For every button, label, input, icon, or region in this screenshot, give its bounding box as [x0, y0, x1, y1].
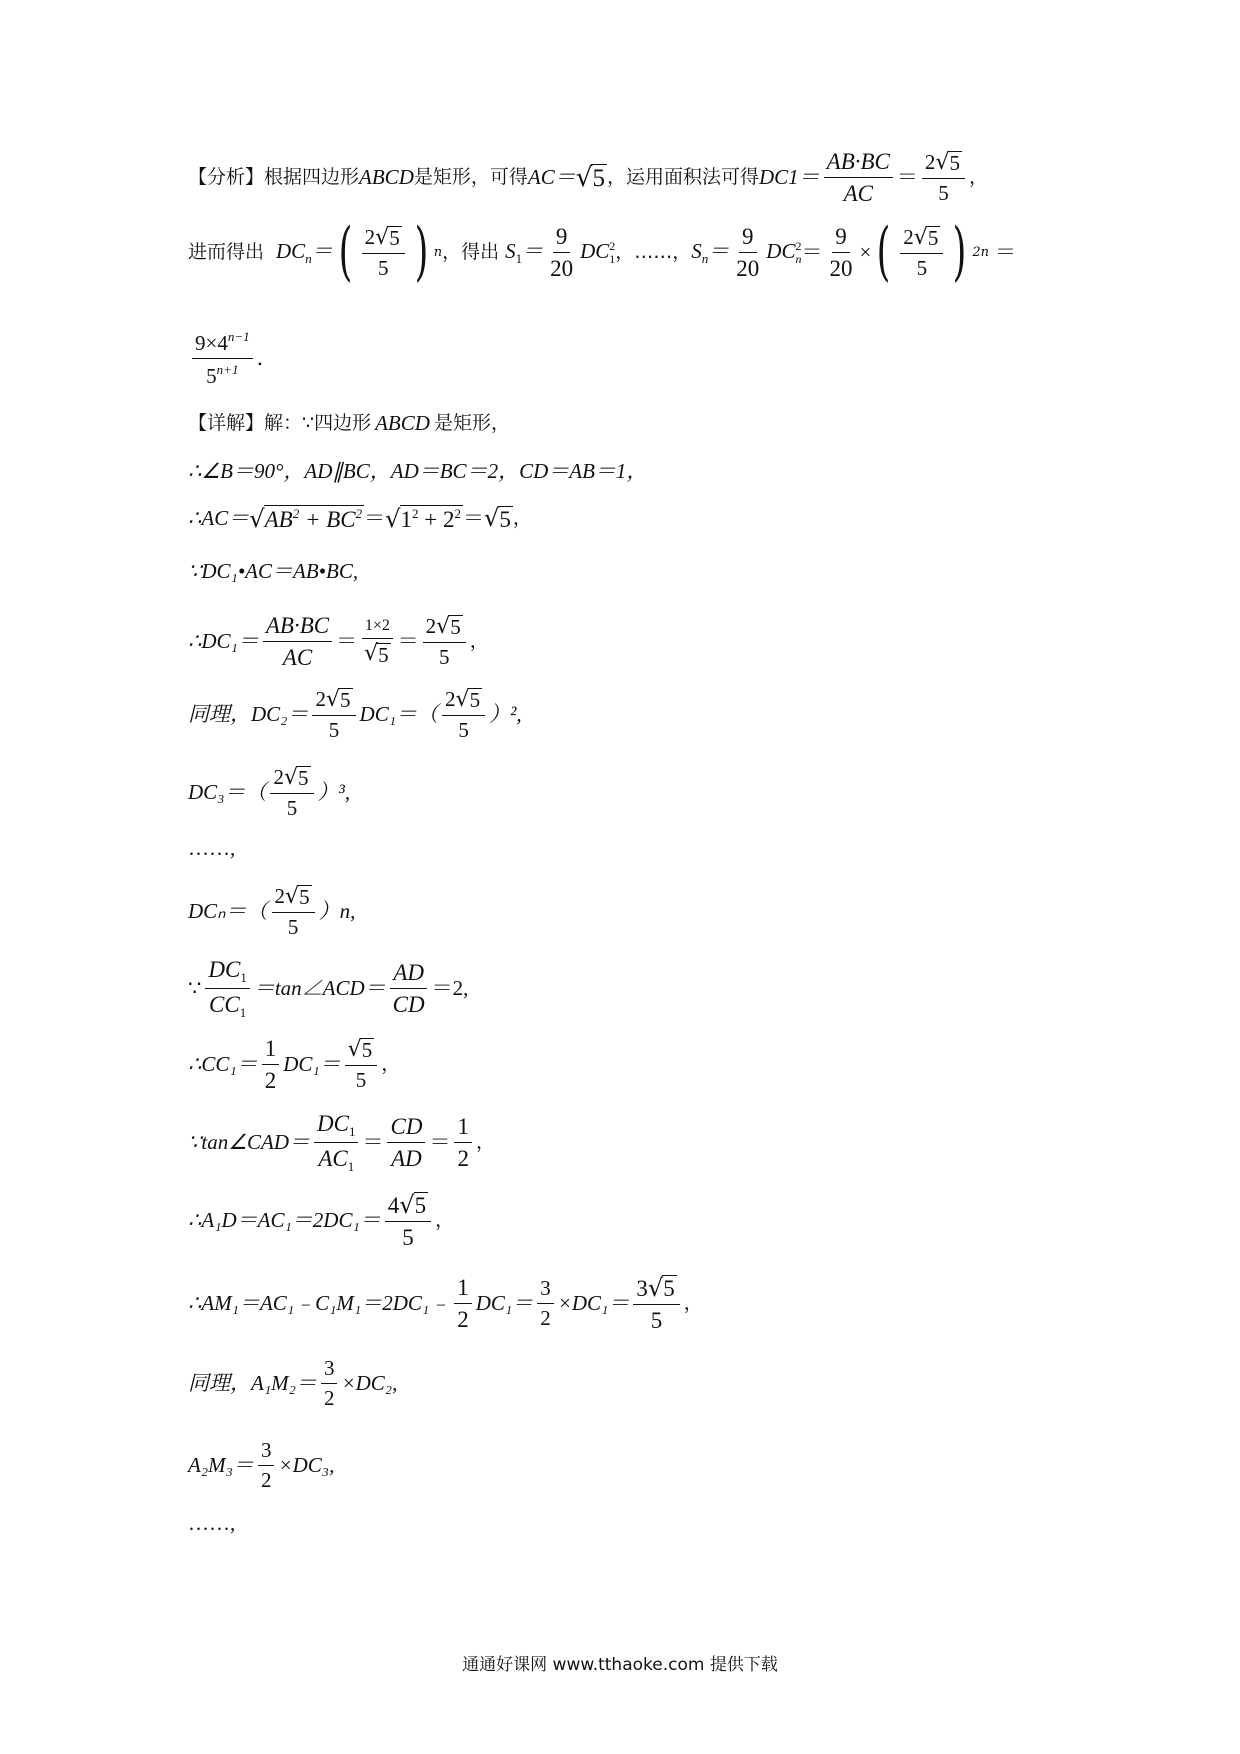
- equals-sign: ＝: [362, 1130, 384, 1154]
- equals-sign: ＝: [463, 505, 484, 530]
- detail-text: 是矩形，: [433, 412, 510, 434]
- math-tan-cad: ∵tan∠CAD＝: [188, 1130, 311, 1154]
- math-dcn: $DC_n=$: [276, 238, 333, 266]
- math-dc1: ∴DC₁＝: [188, 629, 259, 653]
- sqrt-1-plus-4: √ $1^2 + 2^2$: [385, 504, 461, 533]
- math-a1m2: 同理，A₁M₂＝: [188, 1371, 317, 1395]
- analysis-text: 进而得出: [188, 241, 265, 264]
- detail-line-17: [188, 1513, 235, 1534]
- detail-line-14: [188, 1275, 703, 1332]
- times-sign: ×: [859, 240, 872, 265]
- equals-sign: ＝: [801, 240, 823, 265]
- math-exponent: ）³,: [317, 780, 351, 804]
- math-dc1-squared: DC 2 1: [580, 238, 616, 266]
- fraction-result: $\frac{9\times 4^{n-1}}{5^{n+1}}$: [192, 330, 253, 387]
- detail-line-1: [188, 413, 510, 434]
- math-s1: $S_1=$: [505, 238, 544, 266]
- analysis-line-2: [188, 215, 1016, 289]
- math-times-dc2: ×DC₂,: [341, 1371, 398, 1395]
- punctuation: ，: [512, 506, 532, 529]
- because-sign: ∵: [188, 976, 202, 1000]
- detail-line-16: [188, 1440, 334, 1491]
- fraction-1-over-2: $\frac{1}{2}$: [262, 1037, 280, 1092]
- page-footer: 通通好课网 www.tthaoke.com 提供下载: [462, 1655, 778, 1675]
- detail-line-11: [188, 1037, 400, 1092]
- equals-sign: ＝: [397, 629, 419, 653]
- fraction-2sqrt5-over-5: 2 √ 5 5: [312, 688, 355, 741]
- analysis-line-1: [188, 150, 988, 205]
- fraction-2sqrt5-over-5: 2 √ 5 5: [442, 688, 485, 741]
- fraction-2sqrt5-over-5: 2 √ 5 5: [272, 885, 315, 938]
- fraction-9-over-20: $\frac{9}{20}$: [736, 224, 760, 282]
- fraction-sqrt5-over-5: √ 5 5: [345, 1038, 378, 1091]
- detail-line-12: [188, 1112, 495, 1173]
- punctuation: ．: [256, 346, 278, 370]
- fraction-3-over-2: $\frac{3}{2}$: [258, 1440, 275, 1491]
- fraction-2sqrt5-over-5: 2 √ 5 5: [270, 766, 313, 819]
- analysis-label: 【分析】: [188, 166, 265, 188]
- detail-line-9: [188, 885, 355, 938]
- punctuation: ，: [381, 1053, 401, 1075]
- detail-line-5: [188, 614, 489, 669]
- fraction-ad-over-cd: $\frac{AD}{CD}$: [390, 961, 428, 1016]
- math-a1d: ∴A₁D＝AC₁＝2DC₁＝: [188, 1208, 381, 1232]
- fraction-3sqrt5-over-5: 3 √ 5 5: [633, 1275, 679, 1332]
- analysis-text: ，运用面积法可得: [606, 166, 759, 188]
- equals-sign: ＝: [994, 240, 1016, 265]
- fraction-3-over-2: $\frac{3}{2}$: [321, 1358, 338, 1409]
- math-am1: ∴AM₁＝AC₁﹣C₁M₁＝2DC₁﹣: [188, 1291, 451, 1315]
- equals-sign: ＝: [429, 1130, 451, 1154]
- analysis-line-3: [188, 330, 278, 387]
- equals-sign: ＝: [896, 165, 918, 189]
- fraction-2sqrt5-over-5: 2 √ 5 5: [922, 151, 965, 204]
- math-dc2: 同理，DC₂＝: [188, 702, 309, 726]
- math-dc1: DC₁＝: [283, 1052, 341, 1076]
- equals-sign: ＝: [364, 505, 386, 530]
- math-cc1: ∴CC₁＝: [188, 1052, 258, 1076]
- sqrt-5: √ 5: [484, 504, 511, 533]
- analysis-text: 是矩形，可得: [413, 166, 528, 188]
- math-statement: ∴∠B＝90°，AD∥BC，AD＝BC＝2，CD＝AB＝1，: [188, 459, 648, 483]
- analysis-text: ，得出: [442, 241, 500, 264]
- detail-line-8: [188, 838, 235, 859]
- math-dc1: DC₁＝: [475, 1291, 534, 1315]
- exponent-2n: 2n: [972, 245, 989, 261]
- detail-line-13: [188, 1192, 454, 1249]
- math-exponent: ）n,: [318, 899, 356, 923]
- fraction-3-over-2: $\frac{3}{2}$: [537, 1278, 554, 1329]
- detail-line-3: [188, 505, 532, 531]
- ellipsis: ……,: [188, 1511, 236, 1535]
- math-dc3: DC₃＝（: [188, 780, 267, 804]
- math-dc1: DC1＝: [758, 165, 820, 189]
- math-abcd: ABCD: [375, 411, 430, 435]
- fraction-2sqrt5-over-5: 2 √ 5 5: [423, 615, 466, 668]
- fraction-9-over-20: $\frac{9}{20}$: [550, 224, 574, 282]
- punctuation: ，: [475, 1131, 495, 1153]
- equals-sign: ＝: [336, 629, 358, 653]
- right-paren: ): [952, 215, 967, 289]
- punctuation: ，: [968, 166, 988, 188]
- fraction-1-over-2: $\frac{1}{2}$: [454, 1115, 472, 1170]
- detail-text: 解：∵四边形: [264, 412, 372, 434]
- fraction-2sqrt5-over-5: 2 √ 5 5: [900, 226, 943, 279]
- detail-line-2: [188, 461, 647, 482]
- math-a2m3: A₂M₃＝: [188, 1453, 254, 1477]
- math-exponent: ）²,: [489, 702, 522, 726]
- punctuation: ，: [469, 630, 489, 652]
- exponent-n: n: [433, 245, 443, 261]
- math-sn: $S_n=$: [691, 238, 730, 266]
- detail-line-4: [188, 561, 358, 582]
- fraction-1-over-2: $\frac{1}{2}$: [454, 1276, 472, 1331]
- fraction-cd-over-ad: $\frac{CD}{AD}$: [387, 1115, 425, 1170]
- punctuation: ，: [683, 1292, 703, 1314]
- math-result: ＝2,: [431, 976, 469, 1000]
- ellipsis: ……,: [188, 836, 236, 860]
- fraction-9-over-20: $\frac{9}{20}$: [829, 224, 853, 282]
- punctuation: ，: [435, 1209, 455, 1231]
- fraction-1x2-over-sqrt5: 1×2 √ 5: [361, 618, 394, 666]
- detail-line-7: [188, 766, 350, 819]
- math-dc1: DC₁＝（: [359, 702, 439, 726]
- right-paren: ): [414, 215, 429, 289]
- detail-label: 【详解】: [188, 412, 265, 434]
- analysis-text: 根据四边形: [264, 166, 360, 188]
- detail-line-6: [188, 688, 522, 741]
- math-ac: AC＝: [527, 165, 576, 189]
- left-paren: (: [338, 215, 353, 289]
- fraction-ab-bc-over-ac: $\frac{AB\cdot BC}{AC}$: [263, 614, 332, 669]
- math-tan-acd: ＝tan∠ACD＝: [253, 976, 386, 1000]
- sqrt-5: √ 5: [575, 162, 605, 193]
- detail-line-10: [188, 958, 468, 1019]
- math-abcd: ABCD: [359, 165, 414, 189]
- math-dcn-squared: DC 2 n: [766, 238, 802, 266]
- fraction-4sqrt5-over-5: 4 √ 5 5: [385, 1192, 431, 1249]
- fraction-dc1-over-ac1: $\frac{DC_1}{AC_1}$: [314, 1112, 358, 1173]
- math-times-dc1: ×DC₁＝: [557, 1291, 630, 1315]
- math-ac: ∴AC＝: [188, 505, 250, 530]
- math-dcn: DCₙ＝（: [188, 899, 268, 923]
- math-statement: ∵DC₁•AC＝AB•BC,: [188, 559, 359, 583]
- left-paren: (: [876, 215, 891, 289]
- sqrt-ab2-bc2: √ $AB^2 + BC^2$: [249, 504, 363, 533]
- detail-line-15: [188, 1358, 397, 1409]
- fraction-dc1-over-cc1: $\frac{DC_1}{CC_1}$: [205, 958, 249, 1019]
- fraction-2sqrt5-over-5: 2 √ 5 5: [362, 226, 405, 279]
- ellipsis: ，……，: [615, 241, 692, 264]
- math-times-dc3: ×DC₃,: [278, 1453, 335, 1477]
- fraction-ab-bc-over-ac: $\frac{AB\cdot BC}{AC}$: [824, 150, 893, 205]
